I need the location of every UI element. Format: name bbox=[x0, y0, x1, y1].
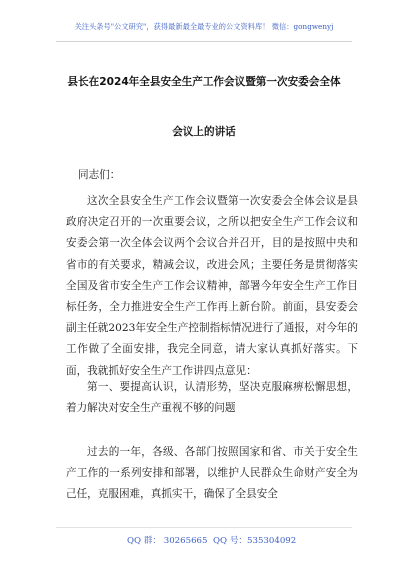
paragraph-3: 过去的一年，各级、各部门按照国家和省、市关于安全生产工作的一系列安排和部署，以维护人民群众生命财产安全为己任，克服困难，真抓实干，确保了全县安全 bbox=[66, 446, 358, 501]
footer-qq-group: QQ 群： 30265665 bbox=[127, 536, 208, 546]
greeting: 同志们： bbox=[78, 169, 121, 181]
footer-divider bbox=[56, 527, 352, 528]
header-promo-text: 关注头条号"公文研究"，获得最新最全最专业的公文资料库！ 微信：gongwenyj bbox=[74, 22, 334, 31]
paragraph-1: 这次全县安全生产工作会议暨第一次安委会全体会议是县政府决定召开的一次重要会议，之所以把安全生产工作会议和安委会第一次全体会议两个会议合并召开，目的是按照中央和省市的有关要求，精减会议，改进会风；主要任务是贯彻落实全国及省市安全生产工作会议精神，部署今年安全生产工作目标任务，全力推进安全生产工作再上新台阶。前面，县安委会副主任就2023年安全生产控制指标情况进行了通报，对今年的工作做了全面安排，我完全同意，请大家认真抓好落实。下面，我就抓好安全生产工作讲四点意见： bbox=[66, 195, 358, 377]
document-title-line-2: 会议上的讲话 bbox=[172, 126, 236, 138]
page-footer bbox=[0, 534, 408, 550]
document-title-line-1: 县长在2024年全县安全生产工作会议暨第一次安委会全体 bbox=[67, 76, 341, 88]
page-header bbox=[0, 0, 408, 50]
header-divider bbox=[56, 41, 352, 42]
footer-qq-number: QQ 号：535304092 bbox=[213, 536, 297, 546]
paragraph-2: 第一、要提高认识，认清形势，坚决克服麻痹松懈思想，着力解决对安全生产重视不够的问题 bbox=[66, 381, 358, 415]
